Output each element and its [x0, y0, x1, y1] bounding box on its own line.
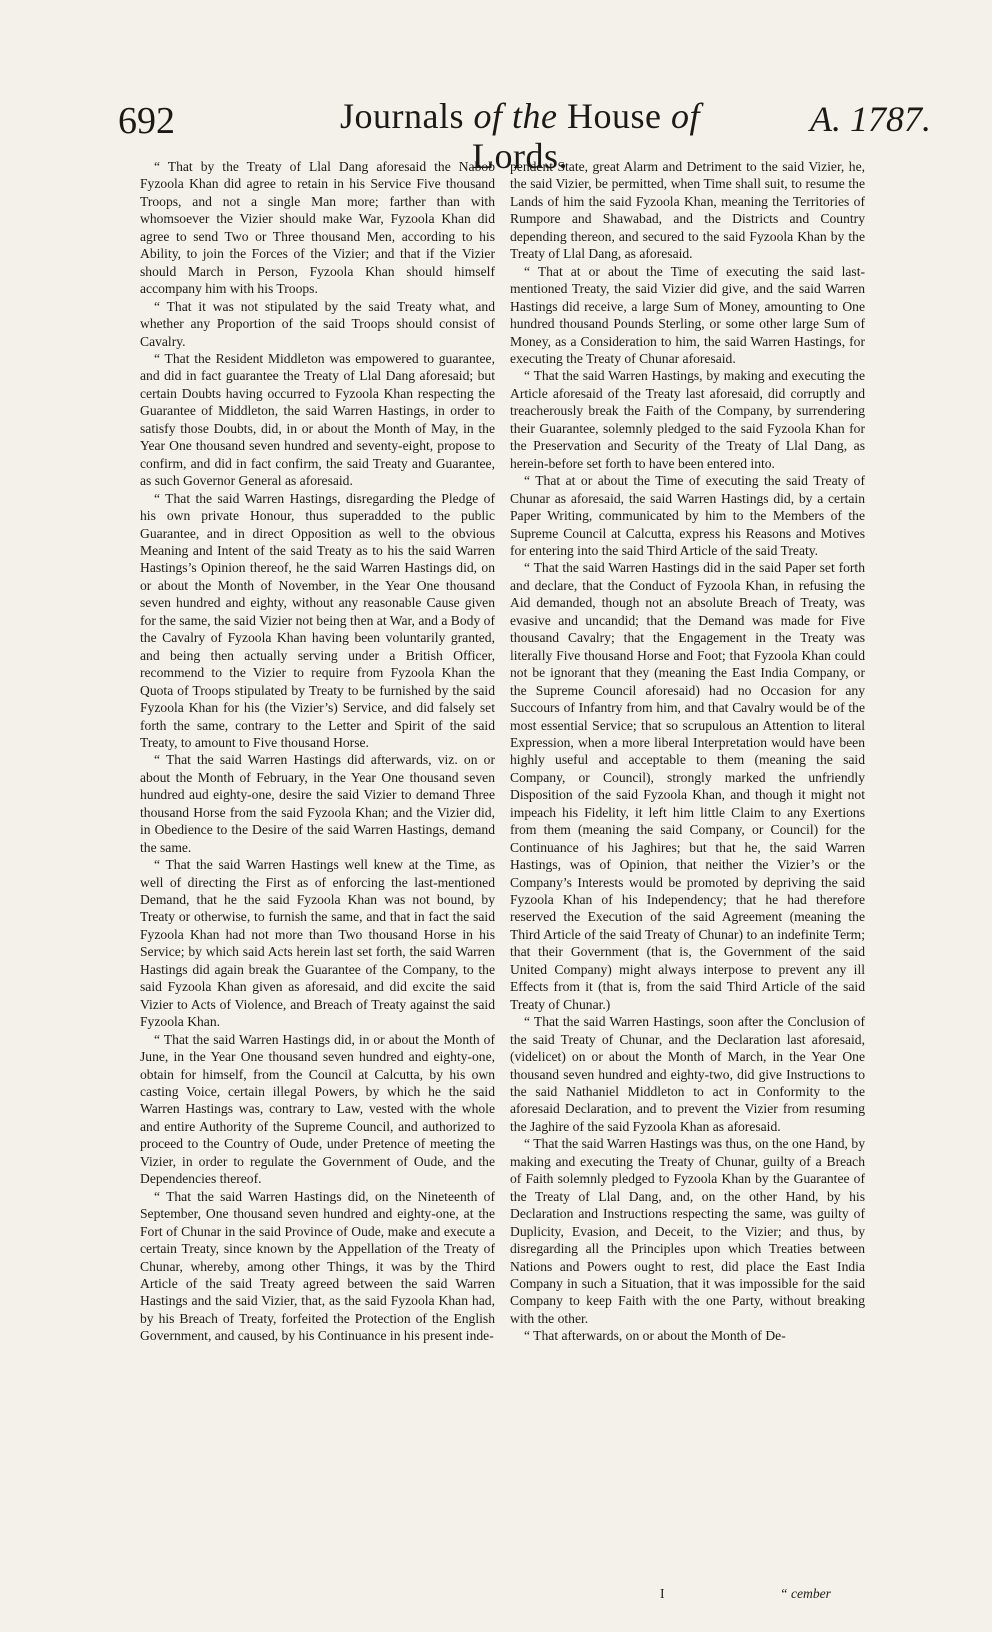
title-part: Journals — [339, 96, 474, 136]
year-heading: A. 1787. — [810, 99, 931, 139]
paragraph: “ That the said Warren Hastings did in the said Paper set forth and declare, that the Conduct of Fyzoola Khan, in refusing the Aid demanded, though not an absolute Breach of Treaty, was evasive and uncandid; that the Demand was made for Five thousand Cavalry; that the Engagement in the Treaty was literally Five thousand Horse and Foot; that Fyzoola Khan could not be ignorant that they (meaning the East India Company, or the Supreme Council aforesaid) had no Occasion for any Succours of Infantry from him, and that Cavalry would be of the most essential Service; that so scrupulous an Attention to literal Expression, when a more liberal Interpretation would have been highly useful and acceptable to them (meaning the said Company, or Council), strongly marked the unfriendly Disposition of the said Fyzoola Khan, and though it might not impeach his Fidelity, it left him little Claim to any Exertions from them (meaning the said Company, or Council) for the Continuance of his Jaghires; but that he, the said Warren Hastings, was of Opinion, that neither the Vizier’s or the Company’s Interests would be promoted by depriving the said Fyzoola Khan of his Independency; that he had therefore reserved the Execution of the said Agreement (meaning the Third Article of the said Treaty of Chunar) to an indefinite Term; that their Government (that is, the Government of the said United Company) might always interpose to prevent any ill Effects from it (that is, from the said Third Article of the said Treaty of Chunar.) — [510, 560, 865, 1012]
paragraph: “ That the said Warren Hastings did afterwards, viz. on or about the Month of February, in the Year One thousand seven hundred aud eighty-one, desire the said Vizier to demand Three thousand Horse from the said Fyzoola Khan; and the Vizier did, in Obedience to the Desire of the said Warren Hastings, demand the same. — [140, 752, 495, 855]
page-footer — [510, 1586, 870, 1606]
page-number: 692 — [118, 100, 175, 142]
paragraph: “ That the said Warren Hastings well knew at the Time, as well of directing the First as of enforcing the last-mentioned Demand, that he the said Fyzoola Khan was not bound, by Treaty or otherwise, to furnish the same, and that in fact the said Fyzoola Khan had not more than Two thousand Horse in his Service; by which said Acts herein last set forth, the said Warren Hastings did again break the Guarantee of the Company, to the said Fyzoola Khan given as aforesaid, and did excite the said Vizier to Acts of Violence, and Breach of Treaty against the said Fyzoola Khan. — [140, 857, 495, 1030]
paragraph: “ That by the Treaty of Llal Dang aforesaid the Nabob Fyzoola Khan did agree to retain in his Service Five thousand Troops, and not a single Man more; farther than with whomsoever the Vizier should make War, Fyzoola Khan did agree to send Two or Three thousand Men, according to his Ability, to join the Forces of the Vizier; and that if the Vizier should March in Person, Fyzoola Khan should himself accompany him with his Troops. — [140, 159, 495, 297]
title-part: of — [473, 96, 512, 136]
paragraph: “ That the said Warren Hastings, by making and executing the Article aforesaid of the Treaty last aforesaid, did corruptly and treacherously break the Faith of the Company, by surrendering their Guarantee, solemnly pledged to the said Fyzoola Khan for the Preservation and Security of the Treaty of Llal Dang, as herein-before set forth to have been entered into. — [510, 368, 865, 471]
paragraph: “ That the said Warren Hastings did, on the Nineteenth of September, One thousand seven hundred and eighty-one, at the Fort of Chunar in the said Province of Oude, make and execute a certain Treaty, since known by the Appellation of the Treaty of Chunar, whereby, among other Things, it was by the Third Article of the said Treaty agreed between the said Warren Hastings and the said Vizier, that, as the said Fyzoola Khan had, by his Breach of Treaty, forfeited the Protection of the English Government, and caused, by his Continuance in his present inde- — [140, 1188, 495, 1344]
right-column — [510, 158, 865, 1345]
paragraph: “ That at or about the Time of executing the said Treaty of Chunar as aforesaid, the said Warren Hastings did, by a certain Paper Writing, communicated by him to the Members of the Supreme Council at Calcutta, express his Reasons and Motives for entering into the said Third Article of the said Treaty. — [510, 473, 865, 558]
paragraph: “ That the said Warren Hastings was thus, on the one Hand, by making and executing the Treaty of Chunar, guilty of a Breach of Faith solemnly pledged to Fyzoola Khan by the Guarantee of the Treaty of Llal Dang, and, on the other Hand, by his Declaration and Instructions respecting the same, was guilty of Duplicity, Evasion, and Deceit, to the Vizier; and thus, by disregarding all the Principles upon which Treaties between Nations and Powers ought to rest, did place the East India Company in such a Situation, that it was impossible for the said Company to keep Faith with the one Party, without breaking with the other. — [510, 1136, 865, 1326]
left-column — [140, 158, 495, 1345]
page-header — [0, 0, 992, 176]
paragraph: “ That at or about the Time of executing the said last-mentioned Treaty, the said Vizier did give, and the said Warren Hastings did receive, a large Sum of Money, amounting to One hundred thousand Pounds Sterling, or some other large Sum of Money, as a Consideration to him, the said Warren Hastings, for executing the Treaty of Chunar aforesaid. — [510, 263, 865, 366]
paragraph: “ That the said Warren Hastings, disregarding the Pledge of his own private Honour, thus superadded to the public Guarantee, and in direct Opposition as well to the obvious Meaning and Intent of the said Treaty as to his the said Warren Hastings’s Opinion thereof, he the said Warren Hastings did, on or about the Month of November, in the Year One thousand seven hundred and eighty, without any reasonable Cause given for the same, the said Vizier not being then at War, and a Body of the Cavalry of Fyzoola Khan having been voluntarily granted, and being then actually serving under a British Officer, recommend to the Vizier to require from Fyzoola Khan the Quota of Troops stipulated by Treaty to be furnished by the said Fyzoola Khan for his (the Vizier’s) Service, and did falsely set forth the same, contrary to the Letter and Spirit of the said Treaty, to amount to Five thousand Horse. — [140, 490, 495, 750]
signature-mark: I — [660, 1586, 665, 1601]
paragraph-continued: pendent State, great Alarm and Detriment to the said Vizier, he, the said Vizier, be permitted, when Time shall suit, to resume the Lands of him the said Fyzoola Khan, meaning the Territories of Rumpore and Shawabad, and the Districts and Country depending thereon, and secured to the said Fyzoola Khan by the Treaty of Llal Dang, as aforesaid. — [510, 159, 865, 262]
catchword: “ cember — [780, 1586, 831, 1601]
paragraph: “ That the said Warren Hastings did, in or about the Month of June, in the Year One thousand seven hundred and eighty-one, obtain for himself, from the Council at Calcutta, by his own casting Voice, certain illegal Powers, by which he the said Warren Hastings was, contrary to Law, vested with the whole and entire Authority of the Supreme Council, and authorized to proceed to the Country of Oude, under Pretence of meeting the Vizier, in order to regulate the Government of Oude, and the Dependencies thereof. — [140, 1031, 495, 1187]
title-part: House — [566, 96, 671, 136]
paragraph: “ That the said Warren Hastings, soon after the Conclusion of the said Treaty of Chunar, and the Declaration last aforesaid, (videlicet) on or about the Month of March, in the Year One thousand seven hundred and eighty-two, did give Instructions to the said Nathaniel Middleton to act in Conformity to the aforesaid Declaration, and to prevent the Vizier from resuming the Jaghire of the said Fyzoola Khan as aforesaid. — [510, 1014, 865, 1134]
title-part: Lords. — [472, 136, 568, 176]
title-part: the — [512, 96, 567, 136]
paragraph: “ That afterwards, on or about the Month of De- — [524, 1328, 786, 1344]
paragraph: “ That the Resident Middleton was empowered to guarantee, and did in fact guarantee the Treaty of Llal Dang aforesaid; but certain Doubts having occurred to Fyzoola Khan respecting the Guarantee of Middleton, the said Warren Hastings, in order to satisfy those Doubts, did, in or about the Month of May, in the Year One thousand seven hundred and seventy-eight, propose to confirm, and did in fact confirm, the said Treaty and Guarantee, as such Governor General as aforesaid. — [140, 350, 495, 489]
title-part: of — [670, 96, 700, 136]
paragraph: “ That it was not stipulated by the said Treaty what, and whether any Proportion of the said Troops should consist of Cavalry. — [140, 298, 495, 349]
